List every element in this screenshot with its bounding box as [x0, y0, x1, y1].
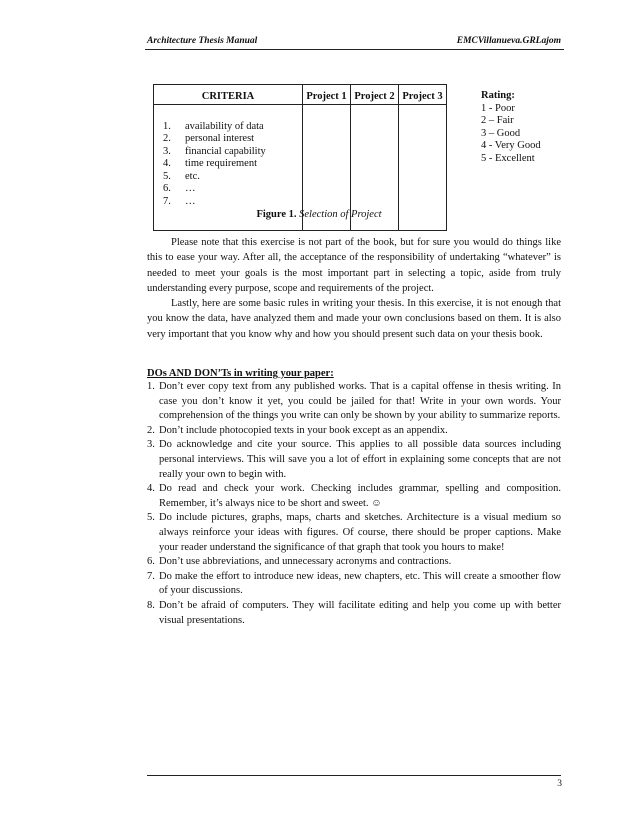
table-header-row [154, 85, 447, 105]
list-item [147, 482, 561, 511]
rating-legend [481, 90, 541, 165]
criteria-number: 7. [163, 195, 171, 207]
rule-text: Don’t include photocopied texts in your book except as an appendix. [159, 424, 448, 436]
header-authors: EMCVillanueva.GRLajom [456, 36, 561, 46]
criteria-text: etc. [185, 170, 200, 182]
criteria-text: time requirement [185, 158, 258, 169]
rule-number: 8. [147, 599, 155, 611]
rating-item: 4 - Very Good [481, 140, 541, 151]
criteria-item [163, 133, 302, 146]
paragraph-note: Please note that this exercise is not part of the book, but for sure you would do things like this to ease your way. After all, the acceptance of the responsibility of undertaking “whatever” is needed to meet your goals is the most important part in selecting a topic, aside from truly understanding every purpose, scope and requirements of the project. [147, 237, 561, 294]
criteria-item [163, 121, 302, 134]
list-item [147, 424, 561, 439]
rating-title: Rating: [481, 90, 515, 101]
header-title: Architecture Thesis Manual [147, 36, 258, 46]
list-item [147, 555, 561, 570]
rule-text: Do include pictures, graphs, maps, charts and sketches. Architecture is a visual medium so always reinforce your ideas with figures. Of course, there should be proper captions. Make your reader understand the significance of that graph that took you hours to make! [159, 512, 561, 553]
criteria-number: 3. [163, 145, 171, 157]
page-number: 3 [557, 779, 562, 789]
project-2-header: Project 2 [351, 85, 399, 105]
rating-item: 5 - Excellent [481, 152, 535, 164]
rule-number: 1. [147, 381, 155, 392]
rule-number: 6. [147, 556, 155, 568]
criteria-item [163, 196, 302, 209]
criteria-item [163, 158, 302, 171]
paragraph-rules-intro: Lastly, here are some basic rules in writing your thesis. In this exercise, it is not enough that you know the data, have analyzed them and made your own conclusions based on them. It is also very important that you know why and how you should present such data on your thesis book. [147, 298, 561, 340]
criteria-text: financial capability [185, 145, 266, 157]
criteria-header: CRITERIA [154, 85, 303, 105]
list-item [147, 570, 561, 599]
list-item [147, 599, 561, 628]
rule-number: 3. [147, 439, 155, 451]
criteria-text: … [185, 195, 196, 207]
footer-rule [147, 775, 561, 776]
rule-text: Do acknowledge and cite your source. This applies to all possible data sources including personal interviews. This will save you a lot of effort in explaining some concepts that are not really your own to begin with. [159, 439, 561, 480]
criteria-text: availability of data [185, 120, 264, 132]
criteria-number: 4. [163, 158, 171, 169]
figure-title: Selection of Project [299, 209, 382, 220]
list-item [147, 511, 561, 555]
criteria-text: personal interest [185, 133, 255, 144]
criteria-text: … [185, 183, 196, 194]
list-item [147, 380, 561, 424]
rule-number: 4. [147, 483, 155, 495]
rule-text: Do read and check your work. Checking includes grammar, spelling and composition. Remember, it’s always nice to be short and sweet. ☺ [159, 483, 561, 509]
rule-number: 5. [147, 512, 155, 524]
rule-number: 7. [147, 570, 155, 582]
project-3-header: Project 3 [399, 85, 447, 105]
criteria-item [163, 183, 302, 196]
rating-item: 3 – Good [481, 127, 521, 139]
figure-caption [0, 209, 638, 220]
figure-label: Figure 1. [256, 209, 297, 220]
project-1-header: Project 1 [303, 85, 351, 105]
running-header [147, 36, 561, 46]
rule-text: Do make the effort to introduce new ideas, new chapters, etc. This will create a smoother flow of your discussions. [159, 570, 561, 597]
rule-text: Don’t use abbreviations, and unnecessary acronyms and contractions. [159, 556, 452, 568]
list-item [147, 438, 561, 482]
criteria-number: 2. [163, 133, 171, 144]
rating-item: 2 – Fair [481, 115, 514, 126]
section-title: DOs AND DON’Ts in writing your paper: [147, 368, 334, 379]
criteria-number: 1. [163, 120, 171, 132]
rule-text: Don’t ever copy text from any published works. That is a capital offense in thesis writing. In case you don’t know it yet, you could be jailed for that! Write in your own words. Your comprehension of the things you write can only be shown by your ability to summarize reports. [159, 381, 561, 422]
criteria-number: 6. [163, 183, 171, 194]
rules-list [147, 380, 561, 628]
rule-number: 2. [147, 424, 155, 436]
criteria-list [154, 105, 302, 209]
criteria-item [163, 171, 302, 184]
rating-item: 1 - Poor [481, 102, 515, 114]
criteria-number: 5. [163, 170, 171, 182]
header-rule [145, 49, 564, 50]
criteria-item [163, 146, 302, 159]
rule-text: Don’t be afraid of computers. They will facilitate editing and help you come up with better visual presentations. [159, 599, 561, 626]
